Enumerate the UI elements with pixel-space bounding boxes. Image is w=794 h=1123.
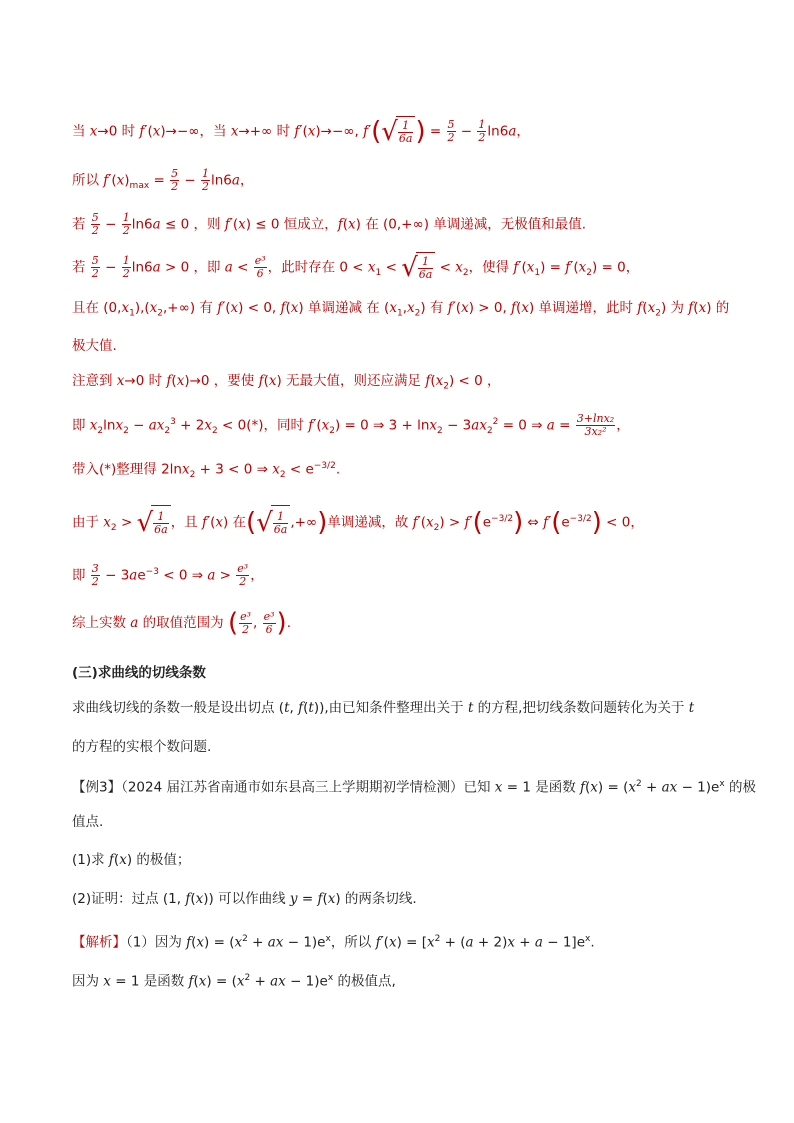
text-line-10: 由于 $x_2$ > √ $\frac{1}{6a}$ ，且 f′(x) 在( √ $\frac{1}{6a}$ ,+∞)单调递减，故 $f'(x_2) > f'(e^{-3/2})$ ⇔ $f'(e^{-3/2}) < 0$， [72,502,724,536]
text-line-2: 所以 $f'(x)_{max}$ = $\frac{5}{2}$ − $\frac{1}{2}$ ln6a， [72,167,254,193]
text-line-8: 即 $x_2\ln x_2 - ax_2^3 + 2x_2 < 0(*)$，同时 $f'(x_2) = 0$ ⇒ $3 + \ln x_2 - 3ax_2^2 = 0$ ⇒ a = $\frac{\text{3+lnx₂}}{\text{3x₂²}}$ ， [72,412,630,438]
paragraph-line-2: 的方程的实根个数问题. [72,739,212,755]
solution-line-1: 【解析】（1）因为 $f(x) = (x^2$ + ax − $1)e^x$，所以 $f'(x) = [x^2 + (a + 2)x + a - 1]e^x$. [72,934,595,951]
text-line-4: 若 $\frac{5}{2}$ − $\frac{1}{2}$ ln6a > 0 ，即 a < $\frac{\text{e³}}{6}$ ，此时存在 $0 < x_1$ < √ $\frac{1}{6a}$ < $x_2$，使得 $f'(x_1) = f'(x_2) = 0$， [72,252,640,283]
text-line-11: 即 $\frac{3}{2}$ − $3ae^{-3} < 0$ ⇒ a > $\frac{\text{e³}}{2}$ ， [72,562,264,588]
example-line-2: 值点. [72,814,104,830]
text-line-5: 且在 $(0,x_1),(x_2,+\infty)$ 有 f′(x) < 0, f(x) 单调递减 在 $(x_1,x_2)$ 有 f′(x) > 0, f(x) 单调递增，此时 $f(x_2)$ 为 f(x) 的 [72,300,730,319]
example-source: （2024 届江苏省南通市如东县高三上学期期初学情检测） [121,779,464,796]
text-line-3: 若 $\frac{5}{2}$ − $\frac{1}{2}$ ln6a ≤ 0 ，则 f′(x) ≤ 0 恒成立，f(x) 在 (0,+∞) 单调递减，无极值和最值. [72,211,587,237]
paragraph-line-1: 求曲线切线的条数一般是设出切点 (t, f(t)),由已知条件整理出关于 t 的方程,把切线条数问题转化为关于 t [72,700,695,716]
text-line-6: 极大值. [72,338,117,354]
text-line-7: 注意到 x→0 时 f(x)→0 ，要使 f(x) 无最大值，则还应满足 $f(x_2) < 0$ ， [72,373,501,392]
text-line-12: 综上实数 a 的取值范围为 ( $\frac{\text{e³}}{2}$ , $\frac{\text{e³}}{6}$ ). [72,608,291,638]
solution-line-2: 因为 x = 1 是函数 $f(x) = (x^2$ + ax − $1)e^x$ 的极值点, [72,973,396,990]
text-line-1: 当 x→0 时 f′(x)→−∞，当 x→+∞ 时 f′(x)→−∞, f′( √ $\frac{1}{6a}$ ) = $\frac{5}{2}$ − $\frac{1}{2}$ ln6a， [72,116,530,147]
section-heading: (三)求曲线的切线条数 [72,665,206,681]
solution-tag: 【解析】 [72,934,126,951]
text-line-9: 带入(*)整理得 2lnx$_2$ + 3 < 0 ⇒ $x_2 < e^{-3/2}$. [72,461,341,481]
question-1: (1)求 f(x) 的极值； [72,852,191,868]
question-2: (2)证明：过点 (1, f(x)) 可以作曲线 y = f(x) 的两条切线. [72,891,417,907]
example-line-1: 【例3】（2024 届江苏省南通市如东县高三上学期期初学情检测）已知 x = 1 是函数 $f(x) = (x^2$ + ax − $1)e^x$ 的极 [72,779,756,796]
example-tag: 【例3】 [72,779,122,796]
